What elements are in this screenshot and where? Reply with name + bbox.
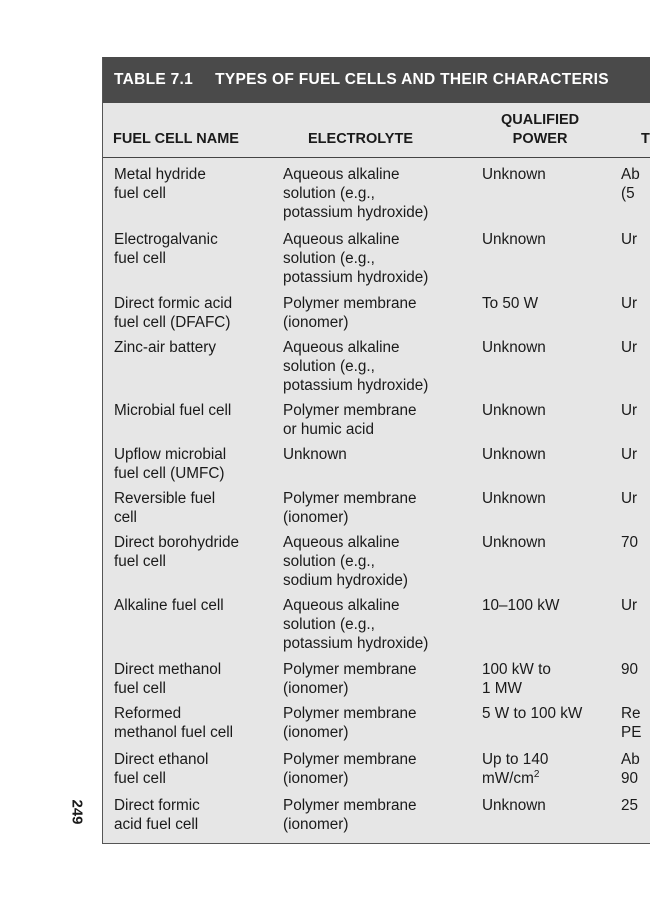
table-row [103,489,650,527]
table-header-row [103,103,650,158]
cell-qualified-power: Unknown [482,797,546,814]
cell-fuel-cell-name: Electrogalvanic fuel cell [114,231,218,267]
cell-fuel-cell-name: Direct borohydride fuel cell [114,534,239,570]
cell-fourth-column: 25 [621,797,639,814]
cell-fuel-cell-name: Alkaline fuel cell [114,597,224,614]
cell-fuel-cell-name: Direct formic acid fuel cell [114,797,200,833]
cell-fourth-column: Ur [621,597,638,614]
table-row [103,165,650,222]
table-row [103,750,650,788]
cell-fourth-column: Ur [621,339,638,356]
table-number: TABLE 7.1 [114,71,194,88]
cell-fourth-column: Re PE [621,705,642,741]
cell-electrolyte: Polymer membrane (ionomer) [283,705,417,741]
table-row [103,596,650,653]
cell-qualified-power: 10–100 kW [482,597,560,614]
table-row [103,533,650,590]
cell-qualified-power: Unknown [482,534,546,551]
cell-fuel-cell-name: Microbial fuel cell [114,402,232,419]
cell-electrolyte: Polymer membrane (ionomer) [283,797,417,833]
cell-fuel-cell-name: Direct formic acid fuel cell (DFAFC) [114,295,233,331]
cell-fuel-cell-name: Metal hydride fuel cell [114,166,206,202]
cell-electrolyte: Polymer membrane (ionomer) [283,661,417,697]
cell-fuel-cell-name: Upflow microbial fuel cell (UMFC) [114,446,227,482]
table-row [103,796,650,834]
table-row [103,338,650,395]
cell-qualified-power: Unknown [482,490,546,507]
header-fourth-column: T [641,131,650,147]
cell-qualified-power: To 50 W [482,295,539,312]
header-qualified-power [501,111,579,149]
cell-qualified-power: Unknown [482,231,546,248]
cell-electrolyte: Polymer membrane (ionomer) [283,490,417,526]
cell-fuel-cell-name: Direct ethanol fuel cell [114,751,209,787]
cell-qualified-power: Unknown [482,339,546,356]
cell-fourth-column: Ur [621,295,638,312]
cell-fourth-column: Ur [621,490,638,507]
page-number: 249 [68,799,86,825]
cell-qualified-power: 100 kW to 1 MW [482,661,551,697]
table-row [103,660,650,698]
header-qualified-power-line1: QUALIFIED [501,112,580,128]
cell-electrolyte: Aqueous alkaline solution (e.g., potassium hydroxide) [283,166,429,221]
cell-qualified-power: Up to 140 $mW/cm^2$ [482,751,549,787]
cell-electrolyte: Aqueous alkaline solution (e.g., potassium hydroxide) [283,339,429,394]
cell-fuel-cell-name: Direct methanol fuel cell [114,661,222,697]
header-fuel-cell-name: FUEL CELL NAME [113,131,239,147]
cell-fuel-cell-name: Zinc-air battery [114,339,217,356]
cell-fuel-cell-name: Reformed methanol fuel cell [114,705,234,741]
cell-electrolyte: Unknown [283,446,347,463]
cell-qualified-power: Unknown [482,166,546,183]
cell-qualified-power: 5 W to 100 kW [482,705,583,722]
cell-fourth-column: Ab (5 [621,166,640,202]
table-row [103,445,650,483]
cell-qualified-power: Unknown [482,446,546,463]
cell-electrolyte: Aqueous alkaline solution (e.g., sodium hydroxide) [283,534,408,589]
table-title-bar [103,57,650,103]
cell-fuel-cell-name: Reversible fuel cell [114,490,216,526]
table-title: TYPES OF FUEL CELLS AND THEIR CHARACTERIS [215,71,609,88]
cell-electrolyte: Polymer membrane (ionomer) [283,751,417,787]
table-row [103,230,650,287]
fuel-cell-table [102,57,650,844]
cell-fourth-column: Ur [621,402,638,419]
table-row [103,294,650,332]
header-electrolyte: ELECTROLYTE [308,131,414,147]
cell-fourth-column: Ur [621,231,638,248]
cell-fourth-column: Ur [621,446,638,463]
cell-fourth-column: Ab 90 [621,751,640,787]
cell-electrolyte: Aqueous alkaline solution (e.g., potassium hydroxide) [283,231,429,286]
table-row [103,401,650,439]
cell-fourth-column: 90 [621,661,639,678]
header-qualified-power-line2: POWER [512,131,568,147]
cell-electrolyte: Polymer membrane (ionomer) [283,295,417,331]
cell-fourth-column: 70 [621,534,639,551]
cell-qualified-power: Unknown [482,402,546,419]
cell-electrolyte: Polymer membrane or humic acid [283,402,417,438]
table-row [103,704,650,742]
cell-electrolyte: Aqueous alkaline solution (e.g., potassium hydroxide) [283,597,429,652]
